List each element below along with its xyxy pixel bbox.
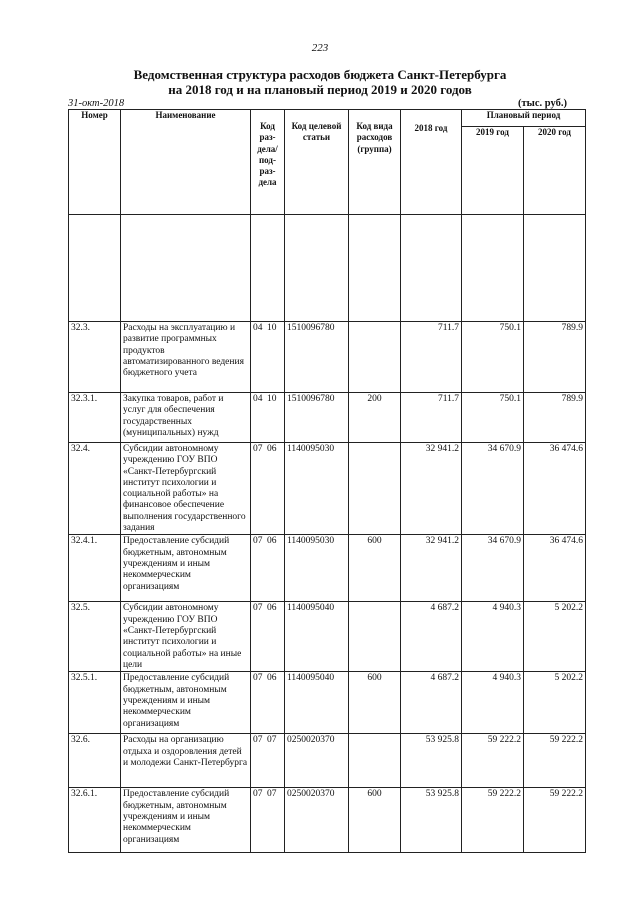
row-value-2020: 789.9 [524, 393, 586, 443]
row-value-2019: 59 222.2 [462, 788, 524, 853]
row-target-code: 1140095030 [285, 535, 349, 602]
header-target-code: Код целевой статьи [285, 110, 349, 215]
row-value-2019: 59 222.2 [462, 734, 524, 788]
row-value-2020: 5 202.2 [524, 672, 586, 734]
header-name: Наименование [121, 110, 251, 215]
header-expense-group: Код вида расходов (группа) [349, 110, 401, 215]
row-section-code [251, 672, 285, 734]
row-expense-group: 600 [349, 788, 401, 853]
row-value-2018: 4 687.2 [401, 602, 462, 672]
row-name: Закупка товаров, работ и услуг для обеспечения государственных (муниципальных) нужд [121, 393, 251, 443]
row-value-2020: 5 202.2 [524, 602, 586, 672]
row-razdel: 07 [253, 673, 263, 684]
table-row [69, 535, 586, 602]
row-section-code [251, 322, 285, 393]
row-razdel: 07 [253, 536, 263, 547]
row-name: Предоставление субсидий бюджетным, автономным учреждениям и иным некоммерческим организациям [121, 788, 251, 853]
header-year-2020: 2020 год [524, 127, 586, 215]
header-section-code: Код раз-дела/ под-раз-дела [251, 110, 285, 215]
row-razdel: 07 [253, 735, 263, 746]
row-target-code: 0250020370 [285, 734, 349, 788]
row-podrazdel: 07 [267, 735, 277, 746]
row-value-2018: 4 687.2 [401, 672, 462, 734]
row-value-2018: 53 925.8 [401, 734, 462, 788]
document-title [0, 67, 640, 97]
row-section-code [251, 788, 285, 853]
row-value-2018: 53 925.8 [401, 788, 462, 853]
table-row [69, 443, 586, 535]
table-row [69, 602, 586, 672]
row-name: Субсидии автономному учреждению ГОУ ВПО «Санкт-Петербургский институт психологии и социальной работы» на финансовое обеспечение выполнения государственного задания [121, 443, 251, 535]
row-target-code: 1140095030 [285, 443, 349, 535]
row-number: 32.3.1. [69, 393, 121, 443]
row-razdel: 04 [253, 323, 263, 333]
row-value-2020: 59 222.2 [524, 788, 586, 853]
row-expense-group [349, 602, 401, 672]
row-expense-group [349, 734, 401, 788]
row-value-2019: 750.1 [462, 322, 524, 393]
row-value-2020: 36 474.6 [524, 443, 586, 535]
row-value-2018: 32 941.2 [401, 535, 462, 602]
row-target-code: 1510096780 [285, 322, 349, 393]
table-row [69, 734, 586, 788]
row-podrazdel: 06 [267, 444, 277, 454]
row-number: 32.6. [69, 734, 121, 788]
budget-table [68, 109, 586, 853]
row-number: 32.6.1. [69, 788, 121, 853]
row-value-2019: 4 940.3 [462, 602, 524, 672]
row-value-2020: 36 474.6 [524, 535, 586, 602]
units-label: (тыс. руб.) [518, 98, 567, 109]
row-expense-group [349, 322, 401, 393]
table-row [69, 672, 586, 734]
row-podrazdel: 06 [267, 536, 277, 547]
row-section-code [251, 734, 285, 788]
row-razdel: 04 [253, 394, 263, 404]
row-razdel: 07 [253, 789, 263, 800]
row-podrazdel: 06 [267, 673, 277, 684]
row-value-2020: 59 222.2 [524, 734, 586, 788]
row-expense-group: 200 [349, 393, 401, 443]
row-value-2019: 4 940.3 [462, 672, 524, 734]
row-podrazdel: 10 [267, 323, 277, 333]
row-target-code: 1510096780 [285, 393, 349, 443]
header-year-2018: 2018 год [401, 110, 462, 215]
header-number: Номер [69, 110, 121, 215]
row-value-2018: 32 941.2 [401, 443, 462, 535]
row-number: 32.3. [69, 322, 121, 393]
row-section-code [251, 602, 285, 672]
row-podrazdel: 06 [267, 603, 277, 614]
row-name: Предоставление субсидий бюджетным, автономным учреждениям и иным некоммерческим организациям [121, 535, 251, 602]
row-target-code: 1140095040 [285, 602, 349, 672]
row-target-code: 0250020370 [285, 788, 349, 853]
row-number: 32.5.1. [69, 672, 121, 734]
row-podrazdel: 10 [267, 394, 277, 404]
row-name: Расходы на эксплуатацию и развитие программных продуктов автоматизированного ведения бюджетного учета [121, 322, 251, 393]
row-value-2020: 789.9 [524, 322, 586, 393]
table-row [69, 322, 586, 393]
header-spacer-row [69, 215, 586, 322]
row-expense-group: 600 [349, 672, 401, 734]
title-line-2: на 2018 год и на плановый период 2019 и 2020 годов [168, 82, 472, 97]
row-value-2019: 34 670.9 [462, 443, 524, 535]
row-name: Предоставление субсидий бюджетным, автономным учреждениям и иным некоммерческим организациям [121, 672, 251, 734]
row-value-2019: 34 670.9 [462, 535, 524, 602]
row-section-code [251, 393, 285, 443]
row-razdel: 07 [253, 444, 263, 454]
row-value-2018: 711.7 [401, 322, 462, 393]
row-expense-group: 600 [349, 535, 401, 602]
row-name: Субсидии автономному учреждению ГОУ ВПО «Санкт-Петербургский институт психологии и социальной работы» на иные цели [121, 602, 251, 672]
row-number: 32.5. [69, 602, 121, 672]
page-number: 223 [311, 42, 329, 54]
row-target-code: 1140095040 [285, 672, 349, 734]
row-podrazdel: 07 [267, 789, 277, 800]
table-header-row [69, 110, 586, 127]
row-number: 32.4.1. [69, 535, 121, 602]
row-section-code [251, 535, 285, 602]
row-expense-group [349, 443, 401, 535]
row-value-2019: 750.1 [462, 393, 524, 443]
row-section-code [251, 443, 285, 535]
row-name: Расходы на организацию отдыха и оздоровления детей и молодежи Санкт-Петербурга [121, 734, 251, 788]
row-value-2018: 711.7 [401, 393, 462, 443]
header-year-2019: 2019 год [462, 127, 524, 215]
document-date: 31-окт-2018 [68, 98, 125, 109]
row-number: 32.4. [69, 443, 121, 535]
title-line-1: Ведомственная структура расходов бюджета Санкт-Петербурга [133, 67, 507, 82]
header-planned-period: Плановый период [462, 110, 586, 127]
table-row [69, 788, 586, 853]
row-razdel: 07 [253, 603, 263, 614]
table-row [69, 393, 586, 443]
